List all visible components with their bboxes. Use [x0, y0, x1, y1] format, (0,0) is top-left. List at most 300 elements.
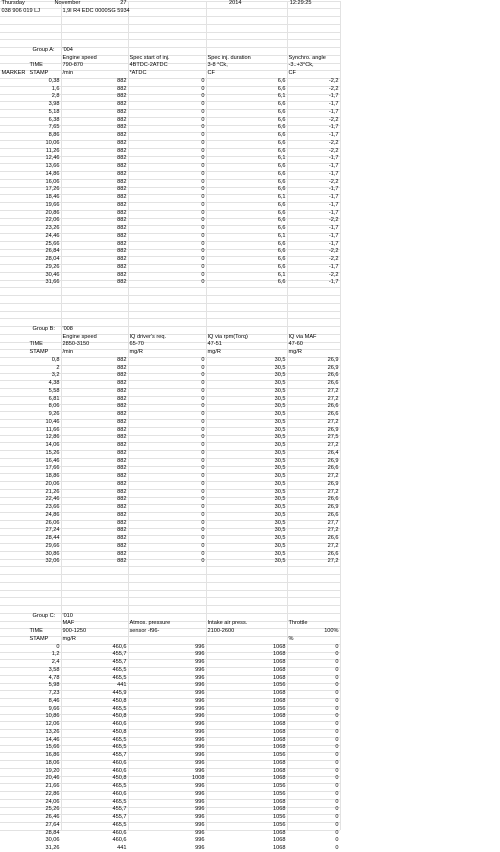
column-unit: mg/R — [207, 349, 221, 356]
data-cell: 1068 — [273, 659, 286, 666]
data-cell: 882 — [117, 372, 127, 379]
column-unit: mg/R — [129, 349, 143, 356]
time-stamp-cell: 17,66 — [45, 465, 60, 472]
time-stamp-cell: 10,06 — [45, 139, 60, 146]
column-name: MAF — [62, 620, 75, 627]
data-cell: 1068 — [273, 759, 286, 766]
data-cell: 0 — [201, 256, 205, 263]
data-cell: 882 — [117, 271, 127, 278]
data-cell: 465,5 — [112, 744, 127, 751]
data-cell: 996 — [195, 659, 205, 666]
data-cell: 27,2 — [327, 558, 339, 565]
grid-line — [0, 318, 340, 319]
data-cell: 882 — [117, 163, 127, 170]
grid-line — [128, 1, 129, 830]
data-cell: 30,5 — [274, 465, 286, 472]
time-stamp-cell: 10,86 — [45, 713, 60, 720]
data-cell: 996 — [195, 783, 205, 790]
data-cell: 882 — [117, 93, 127, 100]
data-cell: 996 — [195, 759, 205, 766]
data-cell: 0 — [201, 434, 205, 441]
data-cell: 455,7 — [112, 752, 127, 759]
data-cell: 0 — [335, 798, 339, 805]
time-stamp-cell: 18,86 — [45, 473, 60, 480]
data-cell: -2,2 — [328, 178, 339, 185]
data-cell: 26,9 — [327, 426, 339, 433]
data-cell: -1,7 — [328, 209, 339, 216]
data-cell: 1068 — [273, 721, 286, 728]
grid-line — [0, 16, 340, 17]
column-spec: 100% — [324, 628, 339, 635]
data-cell: 6,6 — [277, 240, 286, 247]
time-stamp-cell: 17,26 — [45, 186, 60, 193]
data-cell: 0 — [201, 178, 205, 185]
time-label: TIME — [29, 62, 43, 69]
data-cell: 0 — [201, 356, 205, 363]
data-cell: 30,5 — [274, 442, 286, 449]
data-cell: -1,7 — [328, 108, 339, 115]
data-cell: 0 — [201, 194, 205, 201]
data-cell: 0 — [201, 132, 205, 139]
data-cell: 1056 — [273, 752, 286, 759]
time-stamp-cell: 2,4 — [51, 659, 60, 666]
time-stamp-cell: 8,46 — [48, 697, 60, 704]
data-cell: 996 — [195, 697, 205, 704]
data-cell: 0 — [201, 201, 205, 208]
column-name: IQ driver's req. — [129, 333, 167, 340]
data-cell: 30,5 — [274, 356, 286, 363]
data-cell: 460,6 — [112, 767, 127, 774]
data-cell: 0 — [335, 666, 339, 673]
data-cell: 1068 — [273, 643, 286, 650]
data-cell: 996 — [195, 837, 205, 844]
data-cell: 1068 — [273, 697, 286, 704]
data-cell: 0 — [201, 101, 205, 108]
data-cell: 0 — [335, 674, 339, 681]
time-stamp-cell: 22,86 — [45, 790, 60, 797]
data-cell: 465,5 — [112, 736, 127, 743]
time-stamp-cell: 25,26 — [45, 806, 60, 813]
data-cell: 0 — [201, 85, 205, 92]
data-cell: 0 — [335, 705, 339, 712]
data-cell: 0 — [201, 519, 205, 526]
data-cell: -2,2 — [328, 116, 339, 123]
data-cell: 441 — [117, 845, 127, 852]
time-stamp-cell: 12,46 — [45, 155, 60, 162]
data-cell: -1,7 — [328, 240, 339, 247]
data-cell: 30,5 — [274, 550, 286, 557]
time-stamp-cell: 18,06 — [45, 759, 60, 766]
data-cell: 882 — [117, 535, 127, 542]
data-cell: -1,7 — [328, 194, 339, 201]
time-stamp-cell: 30,46 — [45, 271, 60, 278]
time-stamp-cell: 29,66 — [45, 542, 60, 549]
time-stamp-cell: 11,66 — [45, 426, 60, 433]
time-stamp-cell: 21,66 — [45, 783, 60, 790]
column-spec: 790-870 — [62, 62, 84, 69]
header-day: Thursday — [1, 0, 25, 7]
data-cell: 882 — [117, 364, 127, 371]
data-cell: 0 — [335, 728, 339, 735]
group-label: Group B: — [32, 325, 55, 332]
data-cell: 30,5 — [274, 496, 286, 503]
data-cell: 1068 — [273, 806, 286, 813]
time-stamp-cell: 23,26 — [45, 225, 60, 232]
data-cell: 0 — [201, 387, 205, 394]
data-cell: -1,7 — [328, 132, 339, 139]
data-cell: 996 — [195, 806, 205, 813]
data-cell: 882 — [117, 449, 127, 456]
data-cell: 996 — [195, 829, 205, 836]
time-stamp-cell: 14,86 — [45, 170, 60, 177]
data-cell: 6,6 — [277, 186, 286, 193]
data-cell: 0 — [201, 395, 205, 402]
data-cell: 6,6 — [277, 132, 286, 139]
time-stamp-cell: 3,98 — [48, 101, 60, 108]
data-cell: 441 — [117, 682, 127, 689]
data-cell: 882 — [117, 418, 127, 425]
data-cell: 0 — [201, 93, 205, 100]
time-label: TIME — [29, 341, 43, 348]
data-cell: 996 — [195, 651, 205, 658]
data-cell: 996 — [195, 790, 205, 797]
data-cell: 455,7 — [112, 651, 127, 658]
data-cell: 450,8 — [112, 775, 127, 782]
data-cell: 0 — [201, 465, 205, 472]
data-cell: 0 — [335, 775, 339, 782]
data-cell: 26,6 — [327, 372, 339, 379]
data-cell: 1056 — [273, 821, 286, 828]
data-cell: 1068 — [273, 744, 286, 751]
data-cell: 0 — [201, 535, 205, 542]
data-cell: 882 — [117, 194, 127, 201]
data-cell: 0 — [201, 147, 205, 154]
data-cell: 0 — [201, 248, 205, 255]
time-stamp-cell: 24,86 — [45, 511, 60, 518]
data-cell: 30,5 — [274, 542, 286, 549]
data-cell: 1068 — [273, 651, 286, 658]
data-cell: 26,6 — [327, 496, 339, 503]
data-cell: 1056 — [273, 783, 286, 790]
data-cell: 882 — [117, 116, 127, 123]
column-name: Spec inj. duration — [207, 54, 251, 61]
data-cell: 26,6 — [327, 465, 339, 472]
data-cell: -1,7 — [328, 225, 339, 232]
data-cell: 882 — [117, 201, 127, 208]
time-stamp-cell: 19,66 — [45, 201, 60, 208]
group-code: '004 — [62, 46, 73, 53]
time-stamp-cell: 9,66 — [48, 705, 60, 712]
time-stamp-cell: 3,58 — [48, 666, 60, 673]
data-cell: 882 — [117, 511, 127, 518]
data-cell: 882 — [117, 403, 127, 410]
data-cell: 996 — [195, 690, 205, 697]
time-stamp-cell: 16,86 — [45, 752, 60, 759]
time-stamp-cell: 28,04 — [45, 256, 60, 263]
data-cell: 26,9 — [327, 480, 339, 487]
data-cell: 0 — [335, 721, 339, 728]
data-cell: 30,5 — [274, 434, 286, 441]
data-cell: 30,5 — [274, 473, 286, 480]
data-cell: 0 — [201, 77, 205, 84]
data-cell: 465,5 — [112, 798, 127, 805]
time-stamp-cell: 29,26 — [45, 263, 60, 270]
data-cell: 996 — [195, 798, 205, 805]
time-stamp-cell: 20,06 — [45, 480, 60, 487]
time-stamp-cell: 1,6 — [51, 85, 60, 92]
group-label: Group A: — [32, 46, 55, 53]
header-month: November — [54, 0, 81, 7]
column-name: Spec start of inj. — [129, 54, 170, 61]
data-cell: 996 — [195, 674, 205, 681]
grid-line — [0, 582, 340, 583]
time-stamp-cell: 7,65 — [48, 124, 60, 131]
data-cell: 882 — [117, 279, 127, 286]
time-stamp-cell: 22,46 — [45, 496, 60, 503]
column-spec: 65-70 — [129, 341, 144, 348]
data-cell: 27,2 — [327, 442, 339, 449]
time-stamp-cell: 5,58 — [48, 387, 60, 394]
data-cell: 26,9 — [327, 356, 339, 363]
time-stamp-cell: 0,8 — [51, 356, 60, 363]
time-stamp-cell: 7,23 — [48, 690, 60, 697]
time-stamp-cell: 28,44 — [45, 535, 60, 542]
data-cell: 30,5 — [274, 411, 286, 418]
data-cell: 6,6 — [277, 147, 286, 154]
data-cell: 882 — [117, 519, 127, 526]
data-cell: 6,6 — [277, 225, 286, 232]
data-cell: -1,7 — [328, 93, 339, 100]
data-cell: -2,2 — [328, 85, 339, 92]
time-stamp-cell: 0 — [56, 643, 60, 650]
data-cell: 6,6 — [277, 163, 286, 170]
data-cell: 26,9 — [327, 364, 339, 371]
time-stamp-cell: 30,06 — [45, 837, 60, 844]
data-cell: -2,2 — [328, 248, 339, 255]
data-cell: 996 — [195, 744, 205, 751]
data-cell: -2,2 — [328, 217, 339, 224]
data-cell: 30,5 — [274, 535, 286, 542]
data-cell: 0 — [201, 240, 205, 247]
data-cell: 0 — [335, 767, 339, 774]
data-cell: 0 — [201, 442, 205, 449]
data-cell: 30,5 — [274, 380, 286, 387]
header-date: 27 — [120, 0, 127, 7]
data-cell: 0 — [201, 496, 205, 503]
grid-line — [287, 1, 288, 830]
data-cell: 0 — [201, 209, 205, 216]
group-label: Group C: — [32, 612, 56, 619]
time-stamp-cell: 24,06 — [45, 798, 60, 805]
data-cell: 6,6 — [277, 139, 286, 146]
data-cell: 882 — [117, 124, 127, 131]
grid-line — [340, 1, 341, 830]
time-stamp-cell: 8,06 — [48, 403, 60, 410]
data-cell: 882 — [117, 395, 127, 402]
time-stamp-cell: 5,18 — [48, 108, 60, 115]
data-cell: 1068 — [273, 666, 286, 673]
data-cell: 1068 — [273, 798, 286, 805]
data-cell: 0 — [201, 411, 205, 418]
data-cell: 0 — [335, 682, 339, 689]
data-cell: 882 — [117, 434, 127, 441]
data-cell: 6,6 — [277, 209, 286, 216]
data-cell: 0 — [201, 225, 205, 232]
data-cell: 465,5 — [112, 705, 127, 712]
time-stamp-cell: 6,81 — [48, 395, 60, 402]
data-cell: 6,1 — [277, 271, 286, 278]
data-cell: 996 — [195, 666, 205, 673]
data-cell: 26,6 — [327, 535, 339, 542]
data-cell: 0 — [335, 690, 339, 697]
time-stamp-cell: 12,06 — [45, 721, 60, 728]
data-cell: 0 — [335, 845, 339, 852]
data-cell: 6,1 — [277, 232, 286, 239]
data-cell: 6,6 — [277, 77, 286, 84]
data-cell: 0 — [201, 263, 205, 270]
grid-line — [0, 605, 340, 606]
data-cell: 30,5 — [274, 426, 286, 433]
data-cell: 996 — [195, 705, 205, 712]
grid-line — [0, 287, 340, 288]
stamp-label: STAMP — [29, 70, 49, 77]
time-stamp-cell: 16,06 — [45, 178, 60, 185]
data-cell: -1,7 — [328, 279, 339, 286]
grid-line — [61, 1, 62, 830]
data-cell: 30,5 — [274, 364, 286, 371]
time-stamp-cell: 31,66 — [45, 279, 60, 286]
header-time: 12:29:25 — [289, 0, 312, 7]
data-cell: 996 — [195, 821, 205, 828]
column-name: Atmos. pressure — [129, 620, 171, 627]
data-cell: 460,6 — [112, 643, 127, 650]
time-stamp-cell: 4,78 — [48, 674, 60, 681]
data-cell: 460,6 — [112, 759, 127, 766]
data-cell: 882 — [117, 465, 127, 472]
data-cell: 27,5 — [327, 434, 339, 441]
data-cell: 0 — [335, 806, 339, 813]
time-stamp-cell: 30,86 — [45, 550, 60, 557]
data-cell: 30,5 — [274, 387, 286, 394]
grid-line — [0, 39, 340, 40]
time-stamp-cell: 9,26 — [48, 411, 60, 418]
data-cell: -2,2 — [328, 256, 339, 263]
data-cell: 30,5 — [274, 527, 286, 534]
data-cell: -1,7 — [328, 201, 339, 208]
data-cell: 30,5 — [274, 457, 286, 464]
data-cell: 450,8 — [112, 713, 127, 720]
data-cell: 6,1 — [277, 93, 286, 100]
column-unit: % — [288, 635, 294, 642]
data-cell: 996 — [195, 721, 205, 728]
time-stamp-cell: 12,86 — [45, 434, 60, 441]
time-stamp-cell: 32,06 — [45, 558, 60, 565]
data-cell: 1056 — [273, 814, 286, 821]
data-cell: 6,6 — [277, 116, 286, 123]
data-cell: 1068 — [273, 767, 286, 774]
data-cell: 0 — [201, 232, 205, 239]
time-stamp-cell: 26,06 — [45, 519, 60, 526]
data-cell: 27,2 — [327, 473, 339, 480]
data-cell: 30,5 — [274, 372, 286, 379]
data-cell: 882 — [117, 248, 127, 255]
time-stamp-cell: 15,26 — [45, 449, 60, 456]
data-cell: 0 — [335, 752, 339, 759]
data-cell: -2,2 — [328, 147, 339, 154]
data-cell: 465,5 — [112, 821, 127, 828]
data-cell: 882 — [117, 542, 127, 549]
data-cell: 455,7 — [112, 814, 127, 821]
data-cell: 6,6 — [277, 201, 286, 208]
data-cell: 882 — [117, 139, 127, 146]
data-cell: 0 — [201, 511, 205, 518]
time-stamp-cell: 14,46 — [45, 736, 60, 743]
data-cell: 0 — [201, 271, 205, 278]
data-cell: 6,1 — [277, 194, 286, 201]
data-cell: 0 — [201, 488, 205, 495]
data-cell: 26,9 — [327, 457, 339, 464]
column-spec: 47-51 — [207, 341, 222, 348]
data-cell: 882 — [117, 77, 127, 84]
data-cell: 0 — [201, 217, 205, 224]
data-cell: 0 — [201, 457, 205, 464]
data-cell: 996 — [195, 682, 205, 689]
marker-label: MARKER — [1, 70, 26, 77]
data-cell: 30,5 — [274, 449, 286, 456]
data-cell: 0 — [335, 837, 339, 844]
data-cell: 1056 — [273, 682, 286, 689]
data-cell: 882 — [117, 263, 127, 270]
data-cell: 882 — [117, 558, 127, 565]
data-cell: 882 — [117, 387, 127, 394]
data-cell: 996 — [195, 814, 205, 821]
column-unit: CF — [288, 70, 296, 77]
time-stamp-cell: 8,86 — [48, 132, 60, 139]
grid-line — [0, 32, 340, 33]
column-spec: 900-1250 — [62, 628, 87, 635]
grid-line — [0, 295, 340, 296]
data-cell: 996 — [195, 643, 205, 650]
data-cell: -1,7 — [328, 124, 339, 131]
group-code: '008 — [62, 325, 73, 332]
data-cell: 0 — [201, 473, 205, 480]
column-spec: 47-60 — [288, 341, 303, 348]
stamp-label: STAMP — [29, 349, 49, 356]
data-cell: 6,6 — [277, 108, 286, 115]
data-cell: 882 — [117, 217, 127, 224]
time-stamp-cell: 31,26 — [45, 845, 60, 852]
column-name: Synchro. angle — [288, 54, 326, 61]
data-cell: 882 — [117, 209, 127, 216]
time-stamp-cell: 20,86 — [45, 209, 60, 216]
time-stamp-cell: 21,26 — [45, 488, 60, 495]
data-cell: 6,6 — [277, 279, 286, 286]
grid-line — [0, 574, 340, 575]
column-spec: sensor -f96- — [129, 628, 160, 635]
data-cell: 0 — [335, 759, 339, 766]
data-cell: 6,6 — [277, 85, 286, 92]
data-cell: 0 — [201, 108, 205, 115]
data-cell: 450,8 — [112, 728, 127, 735]
time-stamp-cell: 24,46 — [45, 232, 60, 239]
data-cell: 465,5 — [112, 666, 127, 673]
data-cell: 882 — [117, 550, 127, 557]
data-cell: 27,2 — [327, 387, 339, 394]
data-cell: 0 — [201, 372, 205, 379]
data-cell: 0 — [201, 139, 205, 146]
data-cell: 882 — [117, 426, 127, 433]
data-cell: 0 — [335, 790, 339, 797]
